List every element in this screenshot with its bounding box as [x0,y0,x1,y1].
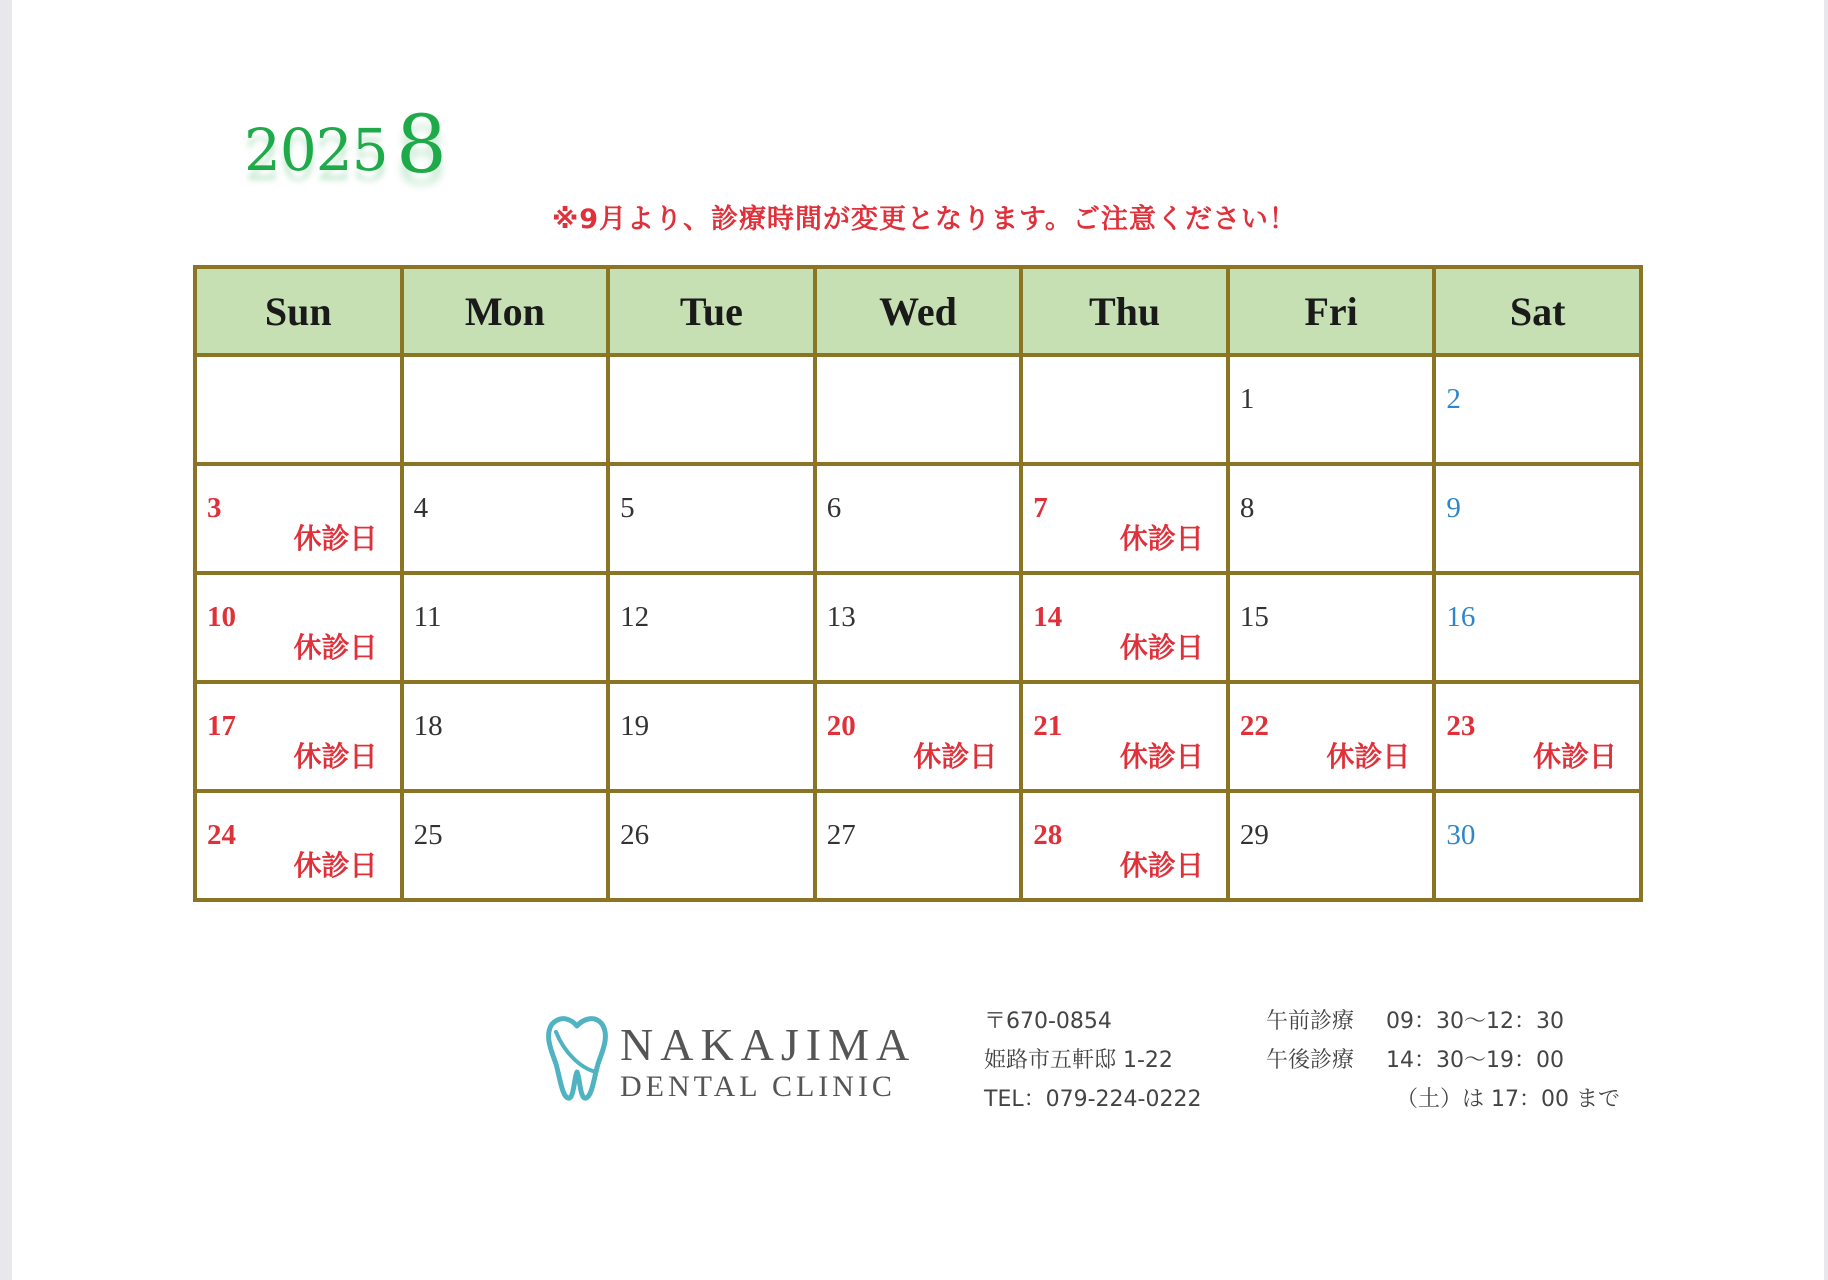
calendar-week-row [195,573,1641,682]
day-number: 19 [620,710,650,742]
closed-day-label: 休診日 [293,849,378,882]
day-cell-30 [1434,791,1641,900]
day-cell-3 [195,464,402,573]
day-number: 17 [207,710,236,742]
closed-day-label: 休診日 [1326,740,1411,773]
empty-day-cell [195,355,402,464]
day-cell-25 [402,791,609,900]
closed-day-label: 休診日 [293,631,378,664]
day-cell-9 [1434,464,1641,573]
empty-day-cell [608,355,815,464]
afternoon-time: 14：30〜19：00 [1386,1048,1564,1073]
day-cell-12 [608,573,815,682]
weekday-sat: Sat [1434,267,1641,355]
day-number: 4 [413,492,429,524]
day-number: 2 [1446,383,1461,415]
day-number: 13 [826,601,856,633]
closed-day-label: 休診日 [1119,631,1204,664]
empty-day-cell [1021,355,1228,464]
day-cell-16 [1434,573,1641,682]
day-cell-4 [402,464,609,573]
day-number: 15 [1239,601,1269,633]
afternoon-label: 午後診療 [1266,1048,1355,1073]
weekday-header-row [195,267,1641,355]
closed-day-label: 休診日 [1119,740,1204,773]
day-cell-8 [1228,464,1435,573]
weekday-thu: Thu [1021,267,1228,355]
day-number: 27 [826,819,856,851]
clinic-name-line2: DENTAL CLINIC [620,1070,896,1103]
day-cell-23 [1434,682,1641,791]
day-number: 25 [413,819,443,851]
empty-day-cell [815,355,1022,464]
day-number: 7 [1033,492,1048,524]
morning-label: 午前診療 [1266,1009,1355,1034]
calendar-year: 2025 [244,116,388,184]
morning-hours-row [1266,1002,1620,1041]
day-number: 26 [620,819,650,851]
day-cell-6 [815,464,1022,573]
clinic-logo [542,1012,917,1112]
day-cell-10 [195,573,402,682]
day-cell-24 [195,791,402,900]
day-cell-17 [195,682,402,791]
day-number: 9 [1446,492,1461,524]
clinic-name-line1: NAKAJIMA [620,1019,917,1070]
day-cell-7 [1021,464,1228,573]
day-cell-20 [815,682,1022,791]
day-number: 5 [620,492,635,524]
weekday-fri: Fri [1228,267,1435,355]
saturday-hours-note: （土）は 17：00 まで [1396,1087,1620,1112]
calendar-page [12,0,1824,1280]
day-number: 11 [413,601,442,633]
calendar-week-row [195,791,1641,900]
day-number: 28 [1033,819,1063,851]
empty-day-cell [402,355,609,464]
day-cell-21 [1021,682,1228,791]
calendar-week-row [195,682,1641,791]
day-number: 6 [826,492,842,524]
phone-number: TEL：079-224-0222 [984,1087,1202,1112]
closed-day-label: 休診日 [293,522,378,555]
postal-code: 〒670-0854 [984,1009,1112,1034]
day-cell-18 [402,682,609,791]
closed-day-label: 休診日 [913,740,998,773]
clinic-address-block [984,1002,1201,1119]
closed-day-label: 休診日 [1119,522,1204,555]
weekday-wed: Wed [815,267,1022,355]
day-cell-2 [1434,355,1641,464]
day-number: 14 [1033,601,1063,633]
day-cell-5 [608,464,815,573]
day-number: 30 [1446,819,1476,851]
day-number: 23 [1446,710,1476,742]
day-number: 3 [207,492,222,524]
day-cell-15 [1228,573,1435,682]
closed-day-label: 休診日 [1119,849,1204,882]
calendar-table [193,265,1643,902]
day-cell-13 [815,573,1022,682]
calendar-week-row [195,464,1641,573]
afternoon-hours-row [1266,1041,1620,1080]
day-cell-11 [402,573,609,682]
day-cell-22 [1228,682,1435,791]
day-number: 12 [620,601,650,633]
day-number: 22 [1239,710,1269,742]
weekday-sun: Sun [195,267,402,355]
day-number: 1 [1239,383,1255,415]
day-cell-14 [1021,573,1228,682]
day-number: 24 [207,819,236,851]
day-number: 10 [207,601,236,633]
day-cell-29 [1228,791,1435,900]
calendar-week-row [195,355,1641,464]
day-cell-1 [1228,355,1435,464]
day-cell-19 [608,682,815,791]
day-number: 8 [1239,492,1255,524]
day-number: 21 [1033,710,1063,742]
day-cell-26 [608,791,815,900]
closed-day-label: 休診日 [1532,740,1617,773]
tooth-icon [542,1012,612,1104]
weekday-mon: Mon [402,267,609,355]
schedule-change-notice: ※9月より、診療時間が変更となります。ご注意ください！ [552,204,1297,235]
day-number: 18 [413,710,443,742]
clinic-hours-block [1266,1002,1620,1119]
calendar-month: 8 [396,98,447,191]
day-number: 16 [1446,601,1476,633]
day-number: 20 [826,710,856,742]
morning-time: 09：30〜12：30 [1386,1009,1564,1034]
day-cell-28 [1021,791,1228,900]
weekday-tue: Tue [608,267,815,355]
calendar-body [195,355,1641,900]
day-cell-27 [815,791,1022,900]
day-number: 29 [1239,819,1269,851]
street-address: 姫路市五軒邸 1-22 [984,1048,1173,1073]
closed-day-label: 休診日 [293,740,378,773]
